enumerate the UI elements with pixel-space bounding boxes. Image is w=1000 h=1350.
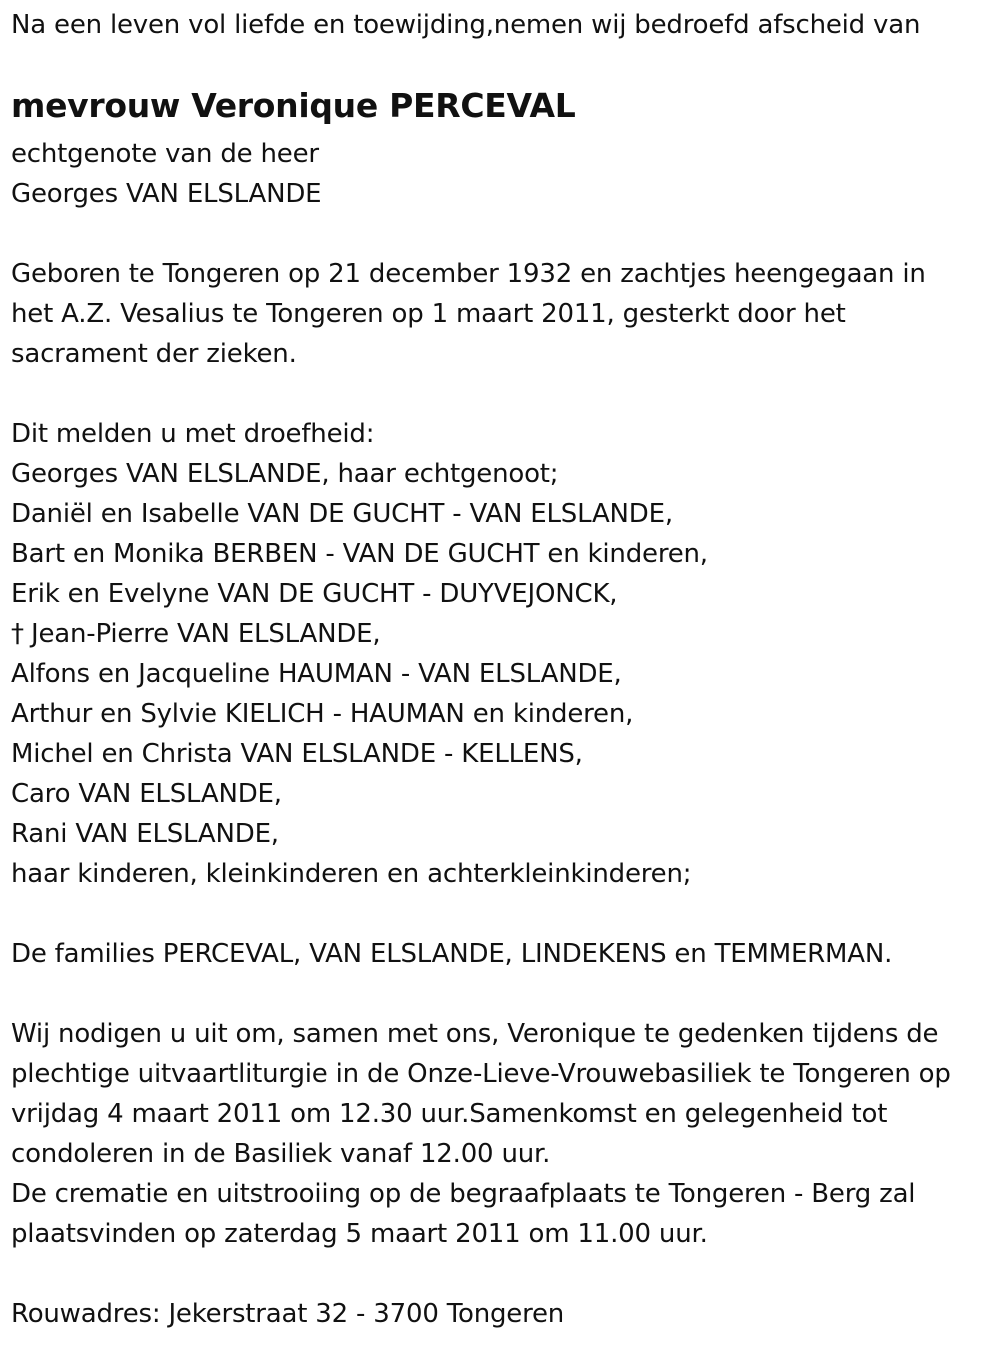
ceremony-line: De crematie en uitstrooiing op de begraafplaats te Tongeren - Berg zal [11,1179,916,1209]
ceremony-line: Wij nodigen u uit om, samen met ons, Veronique te gedenken tijdens de [11,1019,939,1049]
birth-death-line-3: sacrament der zieken. [11,339,297,369]
intro-text: Na een leven vol liefde en toewijding,nemen wij bedroefd afscheid van [11,10,921,40]
mourner-line: haar kinderen, kleinkinderen en achterkleinkinderen; [11,859,692,889]
relation-line-2: Georges VAN ELSLANDE [11,179,322,209]
mourner-name: Jean-Pierre VAN ELSLANDE, [31,619,381,649]
mourner-line: Michel en Christa VAN ELSLANDE - KELLENS, [11,739,583,769]
mourner-line: Arthur en Sylvie KIELICH - HAUMAN en kinderen, [11,699,634,729]
ceremony-line: plaatsvinden op zaterdag 5 maart 2011 om 11.00 uur. [11,1219,708,1249]
mourner-line: Caro VAN ELSLANDE, [11,779,282,809]
mourner-line: Rani VAN ELSLANDE, [11,819,279,849]
birth-death-line-2: het A.Z. Vesalius te Tongeren op 1 maart 2011, gesterkt door het [11,299,846,329]
mourner-line-deceased [11,614,380,654]
mourner-line: Bart en Monika BERBEN - VAN DE GUCHT en kinderen, [11,539,708,569]
mourners-heading: Dit melden u met droefheid: [11,419,375,449]
mourner-line: Alfons en Jacqueline HAUMAN - VAN ELSLANDE, [11,659,622,689]
mourner-line: Georges VAN ELSLANDE, haar echtgenoot; [11,459,559,489]
mourner-line: Erik en Evelyne VAN DE GUCHT - DUYVEJONCK, [11,579,618,609]
ceremony-line: condoleren in de Basiliek vanaf 12.00 uur. [11,1139,551,1169]
ceremony-line: vrijdag 4 maart 2011 om 12.30 uur.Samenkomst en gelegenheid tot [11,1099,888,1129]
families-text: De families PERCEVAL, VAN ELSLANDE, LINDEKENS en TEMMERMAN. [11,939,893,969]
cross-icon: † [11,619,24,649]
ceremony-line: plechtige uitvaartliturgie in de Onze-Lieve-Vrouwebasiliek te Tongeren op [11,1059,951,1089]
mourning-address: Rouwadres: Jekerstraat 32 - 3700 Tongeren [11,1299,565,1329]
birth-death-line-1: Geboren te Tongeren op 21 december 1932 en zachtjes heengegaan in [11,259,926,289]
mourner-line: Daniël en Isabelle VAN DE GUCHT - VAN ELSLANDE, [11,499,673,529]
deceased-name: mevrouw Veronique PERCEVAL [11,86,576,125]
relation-line-1: echtgenote van de heer [11,139,319,169]
